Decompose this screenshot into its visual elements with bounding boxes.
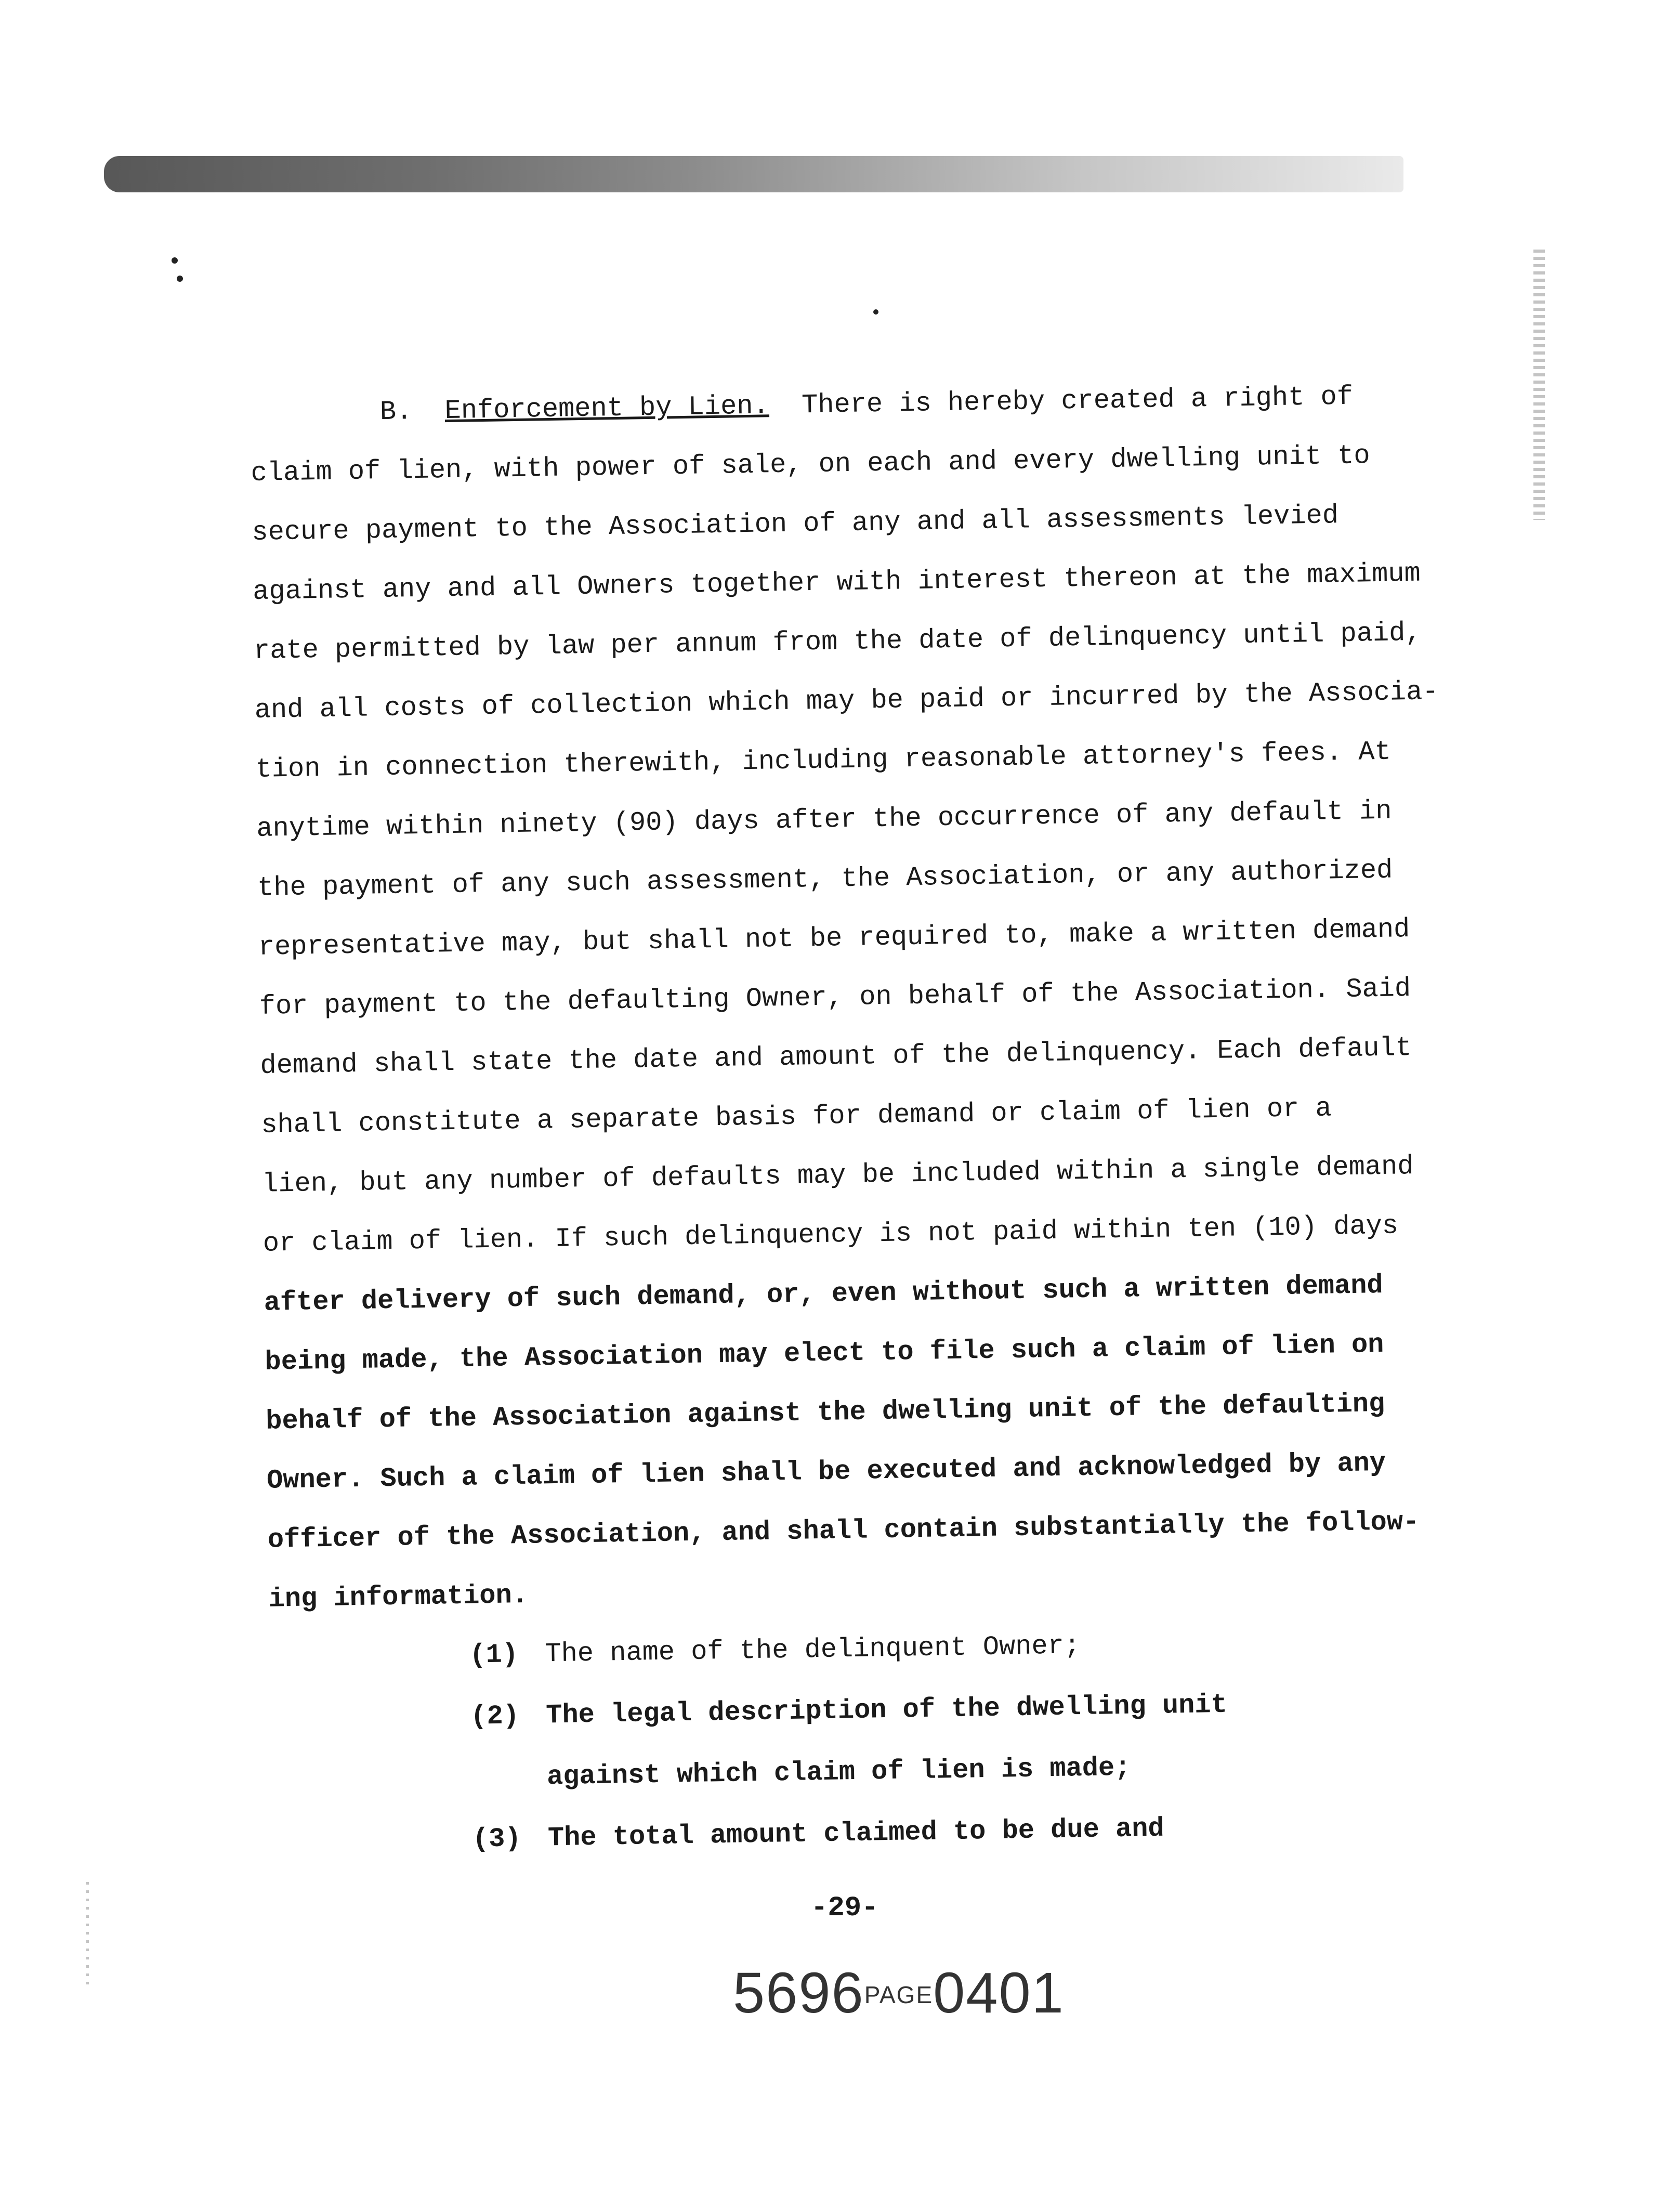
text-line: lien, but any number of defaults may be included within a single demand — [261, 1151, 1414, 1200]
text-line: for payment to the defaulting Owner, on behalf of the Association. Said — [259, 973, 1411, 1022]
text-line: secure payment to the Association of any and all assessments levied — [252, 500, 1339, 548]
text-line: shall constitute a separate basis for demand or claim of lien or a — [260, 1093, 1332, 1141]
scan-artifact-band — [104, 156, 1403, 192]
text-line: officer of the Association, and shall contain substantially the follow- — [267, 1506, 1420, 1556]
page-number: -29- — [811, 1892, 878, 1924]
text-line: or claim of lien. If such delinquency is not paid within ten (10) days — [262, 1210, 1399, 1259]
list-item-number: (2) — [470, 1701, 520, 1732]
list-item-text: The name of the delinquent Owner; — [544, 1630, 1081, 1670]
list-item-number: (1) — [469, 1639, 519, 1671]
text-line: being made, the Association may elect to file such a claim of lien on — [265, 1329, 1384, 1378]
section-first-line: There is hereby created a right of — [801, 381, 1354, 421]
scan-edge-left — [86, 1882, 89, 1986]
text-line: Owner. Such a claim of lien shall be executed and acknowledged by any — [266, 1447, 1386, 1496]
text-line: after delivery of such demand, or, even without such a written demand — [264, 1270, 1384, 1318]
text-line: and all costs of collection which may be paid or incurred by the Associa- — [254, 676, 1439, 726]
document-body — [250, 367, 1439, 1875]
section-letter: B. — [379, 396, 413, 428]
list-item-continuation: against which claim of lien is made; — [546, 1752, 1131, 1793]
text-line: anytime within ninety (90) days after the occurrence of any default in — [256, 795, 1392, 844]
book-number: 5696 — [733, 1961, 864, 2025]
recording-stamp — [733, 1960, 1065, 2026]
text-line: ing information. — [268, 1579, 529, 1615]
text-line: demand shall state the date and amount of the delinquency. Each default — [260, 1032, 1412, 1081]
list-item-text: The legal description of the dwelling unit — [545, 1689, 1228, 1731]
text-line: tion in connection therewith, including reasonable attorney's fees. At — [255, 736, 1392, 785]
text-line: behalf of the Association against the dwelling unit of the defaulting — [265, 1388, 1385, 1437]
text-line: representative may, but shall not be required to, make a written demand — [258, 914, 1410, 963]
text-line: claim of lien, with power of sale, on each and every dwelling unit to — [251, 440, 1371, 489]
text-line: against any and all Owners together with interest thereon at the maximum — [252, 558, 1421, 607]
scan-edge-right — [1533, 250, 1545, 520]
scan-speck — [873, 309, 878, 315]
text-line: rate permitted by law per annum from the date of delinquency until paid, — [253, 617, 1422, 666]
list-item-text: The total amount claimed to be due and — [547, 1813, 1165, 1854]
page-label: PAGE — [864, 1981, 934, 2008]
scan-speck — [177, 276, 183, 282]
section-title: Enforcement by Lien. — [444, 390, 770, 427]
list-item-number: (3) — [472, 1823, 522, 1855]
text-line: the payment of any such assessment, the Association, or any authorized — [257, 855, 1393, 904]
page-reference: 0401 — [933, 1961, 1065, 2025]
scan-speck — [172, 257, 178, 264]
